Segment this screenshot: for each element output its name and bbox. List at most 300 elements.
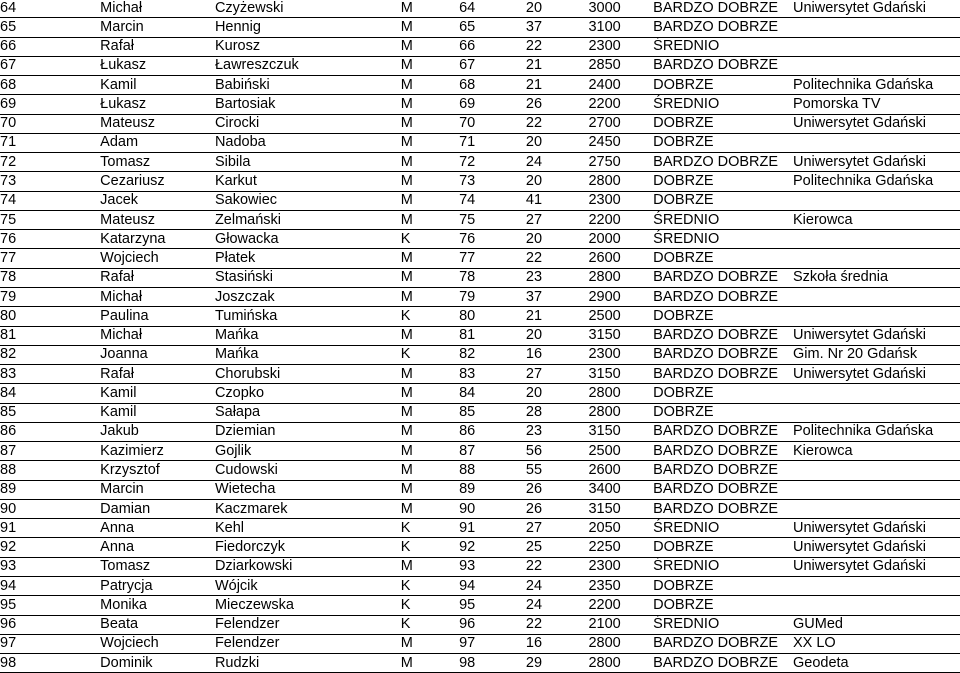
cell-age: 20	[526, 384, 589, 403]
cell-sex: M	[401, 654, 459, 673]
cell-age: 16	[526, 345, 589, 364]
cell-number-2: 74	[459, 191, 526, 210]
cell-number-2: 77	[459, 249, 526, 268]
cell-age: 16	[526, 634, 589, 653]
cell-number-2: 75	[459, 210, 526, 229]
cell-school	[793, 18, 960, 37]
cell-sex: M	[401, 268, 459, 287]
cell-rating: ŚREDNIO	[653, 210, 793, 229]
cell-rating: ŚREDNIO	[653, 230, 793, 249]
cell-first-name: Dominik	[100, 654, 215, 673]
cell-age: 22	[526, 557, 589, 576]
cell-last-name: Kaczmarek	[215, 499, 401, 518]
cell-sex: M	[401, 191, 459, 210]
cell-first-name: Jakub	[100, 422, 215, 441]
cell-number-2: 88	[459, 461, 526, 480]
cell-school	[793, 461, 960, 480]
cell-first-name: Krzysztof	[100, 461, 215, 480]
cell-number-2: 96	[459, 615, 526, 634]
cell-number-2: 90	[459, 499, 526, 518]
cell-first-name: Kamil	[100, 403, 215, 422]
cell-first-name: Damian	[100, 499, 215, 518]
cell-rating: BARDZO DOBRZE	[653, 268, 793, 287]
cell-last-name: Babiński	[215, 76, 401, 95]
cell-last-name: Bartosiak	[215, 95, 401, 114]
table-row	[0, 384, 960, 403]
table-row	[0, 56, 960, 75]
cell-last-name: Wietecha	[215, 480, 401, 499]
table-row	[0, 230, 960, 249]
cell-age: 41	[526, 191, 589, 210]
cell-salary: 2800	[588, 384, 653, 403]
cell-sex: M	[401, 326, 459, 345]
cell-last-name: Kurosz	[215, 37, 401, 56]
cell-salary: 2100	[588, 615, 653, 634]
cell-school: Kierowca	[793, 442, 960, 461]
table-row	[0, 307, 960, 326]
cell-age: 24	[526, 596, 589, 615]
cell-number: 82	[0, 345, 100, 364]
cell-school	[793, 403, 960, 422]
cell-age: 25	[526, 538, 589, 557]
cell-number: 74	[0, 191, 100, 210]
cell-sex: M	[401, 133, 459, 152]
cell-rating: DOBRZE	[653, 114, 793, 133]
cell-age: 37	[526, 18, 589, 37]
cell-salary: 2000	[588, 230, 653, 249]
cell-school	[793, 287, 960, 306]
cell-first-name: Marcin	[100, 18, 215, 37]
table-row	[0, 210, 960, 229]
cell-salary: 3150	[588, 326, 653, 345]
cell-age: 21	[526, 76, 589, 95]
cell-rating: BARDZO DOBRZE	[653, 365, 793, 384]
cell-salary: 2300	[588, 557, 653, 576]
cell-rating: BARDZO DOBRZE	[653, 499, 793, 518]
cell-sex: M	[401, 442, 459, 461]
cell-first-name: Marcin	[100, 480, 215, 499]
cell-number-2: 87	[459, 442, 526, 461]
cell-number: 69	[0, 95, 100, 114]
cell-number: 90	[0, 499, 100, 518]
table-row	[0, 345, 960, 364]
cell-sex: M	[401, 37, 459, 56]
cell-rating: DOBRZE	[653, 307, 793, 326]
cell-rating: DOBRZE	[653, 403, 793, 422]
cell-number-2: 93	[459, 557, 526, 576]
cell-first-name: Beata	[100, 615, 215, 634]
cell-salary: 2900	[588, 287, 653, 306]
table-row	[0, 18, 960, 37]
cell-number-2: 64	[459, 0, 526, 18]
cell-last-name: Sałapa	[215, 403, 401, 422]
cell-number-2: 98	[459, 654, 526, 673]
table-row	[0, 0, 960, 18]
cell-first-name: Mateusz	[100, 210, 215, 229]
table-row	[0, 519, 960, 538]
cell-age: 20	[526, 230, 589, 249]
cell-number: 94	[0, 576, 100, 595]
cell-school	[793, 37, 960, 56]
cell-first-name: Tomasz	[100, 557, 215, 576]
cell-school: GUMed	[793, 615, 960, 634]
cell-rating: BARDZO DOBRZE	[653, 634, 793, 653]
cell-rating: BARDZO DOBRZE	[653, 461, 793, 480]
cell-rating: DOBRZE	[653, 576, 793, 595]
cell-number: 77	[0, 249, 100, 268]
cell-last-name: Zelmański	[215, 210, 401, 229]
cell-number-2: 70	[459, 114, 526, 133]
cell-rating: DOBRZE	[653, 76, 793, 95]
cell-salary: 2200	[588, 210, 653, 229]
cell-first-name: Łukasz	[100, 56, 215, 75]
cell-last-name: Kehl	[215, 519, 401, 538]
cell-school	[793, 576, 960, 595]
cell-age: 55	[526, 461, 589, 480]
cell-sex: M	[401, 422, 459, 441]
cell-rating: ŚREDNIO	[653, 519, 793, 538]
cell-age: 24	[526, 153, 589, 172]
table-row	[0, 114, 960, 133]
cell-sex: M	[401, 153, 459, 172]
cell-last-name: Głowacka	[215, 230, 401, 249]
cell-number: 87	[0, 442, 100, 461]
cell-number: 95	[0, 596, 100, 615]
table-row	[0, 76, 960, 95]
cell-age: 37	[526, 287, 589, 306]
cell-rating: BARDZO DOBRZE	[653, 345, 793, 364]
cell-age: 21	[526, 307, 589, 326]
cell-last-name: Sibila	[215, 153, 401, 172]
cell-age: 20	[526, 326, 589, 345]
cell-first-name: Patrycja	[100, 576, 215, 595]
cell-number: 71	[0, 133, 100, 152]
table-row	[0, 287, 960, 306]
cell-last-name: Czyżewski	[215, 0, 401, 18]
cell-sex: M	[401, 557, 459, 576]
cell-salary: 2250	[588, 538, 653, 557]
cell-salary: 2050	[588, 519, 653, 538]
cell-first-name: Adam	[100, 133, 215, 152]
cell-rating: BARDZO DOBRZE	[653, 326, 793, 345]
cell-salary: 2500	[588, 307, 653, 326]
cell-first-name: Paulina	[100, 307, 215, 326]
cell-number-2: 92	[459, 538, 526, 557]
cell-sex: M	[401, 499, 459, 518]
cell-number: 93	[0, 557, 100, 576]
cell-last-name: Stasiński	[215, 268, 401, 287]
cell-number: 68	[0, 76, 100, 95]
cell-salary: 2600	[588, 461, 653, 480]
cell-last-name: Nadoba	[215, 133, 401, 152]
table-row	[0, 634, 960, 653]
cell-rating: ŚREDNIO	[653, 95, 793, 114]
cell-age: 23	[526, 422, 589, 441]
cell-school: Politechnika Gdańska	[793, 172, 960, 191]
cell-number-2: 86	[459, 422, 526, 441]
table-row	[0, 596, 960, 615]
cell-rating: ŚREDNIO	[653, 557, 793, 576]
cell-first-name: Kamil	[100, 76, 215, 95]
cell-number: 98	[0, 654, 100, 673]
cell-salary: 2350	[588, 576, 653, 595]
cell-last-name: Płatek	[215, 249, 401, 268]
cell-sex: K	[401, 230, 459, 249]
cell-school: Uniwersytet Gdański	[793, 0, 960, 18]
cell-school: Uniwersytet Gdański	[793, 538, 960, 557]
cell-school	[793, 191, 960, 210]
cell-number: 88	[0, 461, 100, 480]
cell-school	[793, 230, 960, 249]
cell-school	[793, 133, 960, 152]
cell-rating: BARDZO DOBRZE	[653, 153, 793, 172]
cell-first-name: Michał	[100, 0, 215, 18]
cell-number: 81	[0, 326, 100, 345]
cell-last-name: Ławreszczuk	[215, 56, 401, 75]
cell-sex: M	[401, 634, 459, 653]
cell-number: 89	[0, 480, 100, 499]
cell-number-2: 79	[459, 287, 526, 306]
cell-number-2: 97	[459, 634, 526, 653]
cell-number: 65	[0, 18, 100, 37]
table-row	[0, 326, 960, 345]
cell-last-name: Karkut	[215, 172, 401, 191]
table-row	[0, 557, 960, 576]
table-row	[0, 538, 960, 557]
table-row	[0, 95, 960, 114]
cell-school: Politechnika Gdańska	[793, 76, 960, 95]
cell-school	[793, 596, 960, 615]
cell-rating: DOBRZE	[653, 191, 793, 210]
cell-school: Kierowca	[793, 210, 960, 229]
cell-salary: 3150	[588, 422, 653, 441]
cell-first-name: Joanna	[100, 345, 215, 364]
cell-sex: M	[401, 210, 459, 229]
cell-number: 80	[0, 307, 100, 326]
table-row	[0, 365, 960, 384]
cell-sex: K	[401, 519, 459, 538]
cell-sex: M	[401, 287, 459, 306]
cell-number-2: 81	[459, 326, 526, 345]
cell-last-name: Dziarkowski	[215, 557, 401, 576]
cell-salary: 2400	[588, 76, 653, 95]
cell-age: 27	[526, 519, 589, 538]
table-row	[0, 153, 960, 172]
cell-salary: 2600	[588, 249, 653, 268]
cell-age: 22	[526, 37, 589, 56]
cell-first-name: Kazimierz	[100, 442, 215, 461]
cell-first-name: Rafał	[100, 37, 215, 56]
cell-salary: 3400	[588, 480, 653, 499]
cell-salary: 2800	[588, 654, 653, 673]
table-row	[0, 403, 960, 422]
cell-number-2: 82	[459, 345, 526, 364]
table-row	[0, 499, 960, 518]
cell-rating: BARDZO DOBRZE	[653, 654, 793, 673]
cell-age: 26	[526, 499, 589, 518]
cell-first-name: Rafał	[100, 268, 215, 287]
cell-age: 23	[526, 268, 589, 287]
cell-last-name: Cudowski	[215, 461, 401, 480]
cell-rating: DOBRZE	[653, 538, 793, 557]
cell-number: 86	[0, 422, 100, 441]
cell-number: 97	[0, 634, 100, 653]
cell-age: 22	[526, 114, 589, 133]
cell-rating: DOBRZE	[653, 172, 793, 191]
cell-sex: M	[401, 56, 459, 75]
cell-school: Uniwersytet Gdański	[793, 519, 960, 538]
cell-rating: BARDZO DOBRZE	[653, 442, 793, 461]
cell-first-name: Michał	[100, 326, 215, 345]
cell-salary: 2300	[588, 37, 653, 56]
cell-last-name: Cirocki	[215, 114, 401, 133]
cell-salary: 2800	[588, 172, 653, 191]
cell-last-name: Tumińska	[215, 307, 401, 326]
cell-last-name: Felendzer	[215, 634, 401, 653]
cell-salary: 3000	[588, 0, 653, 18]
cell-age: 22	[526, 249, 589, 268]
cell-number-2: 67	[459, 56, 526, 75]
cell-rating: ŚREDNIO	[653, 615, 793, 634]
cell-last-name: Wójcik	[215, 576, 401, 595]
cell-last-name: Czopko	[215, 384, 401, 403]
cell-school: Gim. Nr 20 Gdańsk	[793, 345, 960, 364]
cell-age: 28	[526, 403, 589, 422]
cell-school	[793, 56, 960, 75]
cell-sex: K	[401, 615, 459, 634]
cell-sex: M	[401, 95, 459, 114]
cell-first-name: Monika	[100, 596, 215, 615]
cell-rating: ŚREDNIO	[653, 37, 793, 56]
table-row	[0, 133, 960, 152]
cell-salary: 2450	[588, 133, 653, 152]
cell-age: 26	[526, 480, 589, 499]
cell-number-2: 94	[459, 576, 526, 595]
cell-first-name: Katarzyna	[100, 230, 215, 249]
cell-number-2: 78	[459, 268, 526, 287]
cell-first-name: Anna	[100, 538, 215, 557]
cell-number: 84	[0, 384, 100, 403]
cell-number-2: 72	[459, 153, 526, 172]
cell-number-2: 65	[459, 18, 526, 37]
cell-sex: M	[401, 114, 459, 133]
cell-last-name: Mieczewska	[215, 596, 401, 615]
cell-number-2: 89	[459, 480, 526, 499]
cell-first-name: Anna	[100, 519, 215, 538]
table-row	[0, 654, 960, 673]
cell-sex: M	[401, 76, 459, 95]
cell-first-name: Mateusz	[100, 114, 215, 133]
cell-number: 64	[0, 0, 100, 18]
cell-age: 20	[526, 133, 589, 152]
cell-last-name: Mańka	[215, 345, 401, 364]
cell-number: 72	[0, 153, 100, 172]
cell-last-name: Chorubski	[215, 365, 401, 384]
cell-first-name: Michał	[100, 287, 215, 306]
cell-sex: K	[401, 307, 459, 326]
cell-first-name: Cezariusz	[100, 172, 215, 191]
table-row	[0, 37, 960, 56]
table-row	[0, 615, 960, 634]
cell-school	[793, 384, 960, 403]
cell-last-name: Rudzki	[215, 654, 401, 673]
cell-number: 75	[0, 210, 100, 229]
cell-sex: M	[401, 403, 459, 422]
cell-rating: DOBRZE	[653, 384, 793, 403]
cell-rating: BARDZO DOBRZE	[653, 18, 793, 37]
cell-number: 67	[0, 56, 100, 75]
cell-age: 21	[526, 56, 589, 75]
cell-sex: K	[401, 538, 459, 557]
cell-rating: DOBRZE	[653, 596, 793, 615]
cell-first-name: Wojciech	[100, 634, 215, 653]
cell-number-2: 73	[459, 172, 526, 191]
table-row	[0, 172, 960, 191]
cell-salary: 2800	[588, 268, 653, 287]
cell-first-name: Kamil	[100, 384, 215, 403]
cell-first-name: Jacek	[100, 191, 215, 210]
cell-sex: M	[401, 18, 459, 37]
cell-salary: 2800	[588, 403, 653, 422]
cell-salary: 3150	[588, 365, 653, 384]
cell-number: 96	[0, 615, 100, 634]
cell-salary: 2300	[588, 345, 653, 364]
cell-school: Geodeta	[793, 654, 960, 673]
cell-number: 83	[0, 365, 100, 384]
cell-sex: M	[401, 384, 459, 403]
cell-number: 79	[0, 287, 100, 306]
table-row	[0, 480, 960, 499]
cell-number-2: 66	[459, 37, 526, 56]
cell-number-2: 83	[459, 365, 526, 384]
cell-sex: K	[401, 576, 459, 595]
cell-number: 76	[0, 230, 100, 249]
cell-school: XX LO	[793, 634, 960, 653]
cell-salary: 2200	[588, 95, 653, 114]
cell-age: 27	[526, 365, 589, 384]
cell-sex: K	[401, 596, 459, 615]
cell-number: 91	[0, 519, 100, 538]
cell-rating: BARDZO DOBRZE	[653, 287, 793, 306]
cell-salary: 2500	[588, 442, 653, 461]
cell-number: 70	[0, 114, 100, 133]
cell-school: Politechnika Gdańska	[793, 422, 960, 441]
cell-age: 27	[526, 210, 589, 229]
cell-last-name: Mańka	[215, 326, 401, 345]
cell-number-2: 85	[459, 403, 526, 422]
cell-school	[793, 307, 960, 326]
cell-first-name: Łukasz	[100, 95, 215, 114]
cell-salary: 2700	[588, 114, 653, 133]
cell-number-2: 69	[459, 95, 526, 114]
cell-rating: BARDZO DOBRZE	[653, 480, 793, 499]
table-row	[0, 442, 960, 461]
cell-age: 29	[526, 654, 589, 673]
table-row	[0, 268, 960, 287]
cell-school: Uniwersytet Gdański	[793, 153, 960, 172]
cell-number: 85	[0, 403, 100, 422]
cell-number-2: 95	[459, 596, 526, 615]
cell-rating: BARDZO DOBRZE	[653, 422, 793, 441]
cell-age: 22	[526, 615, 589, 634]
cell-salary: 2850	[588, 56, 653, 75]
cell-salary: 2200	[588, 596, 653, 615]
cell-number-2: 71	[459, 133, 526, 152]
cell-sex: M	[401, 249, 459, 268]
cell-number: 73	[0, 172, 100, 191]
cell-rating: BARDZO DOBRZE	[653, 0, 793, 18]
table-row	[0, 191, 960, 210]
